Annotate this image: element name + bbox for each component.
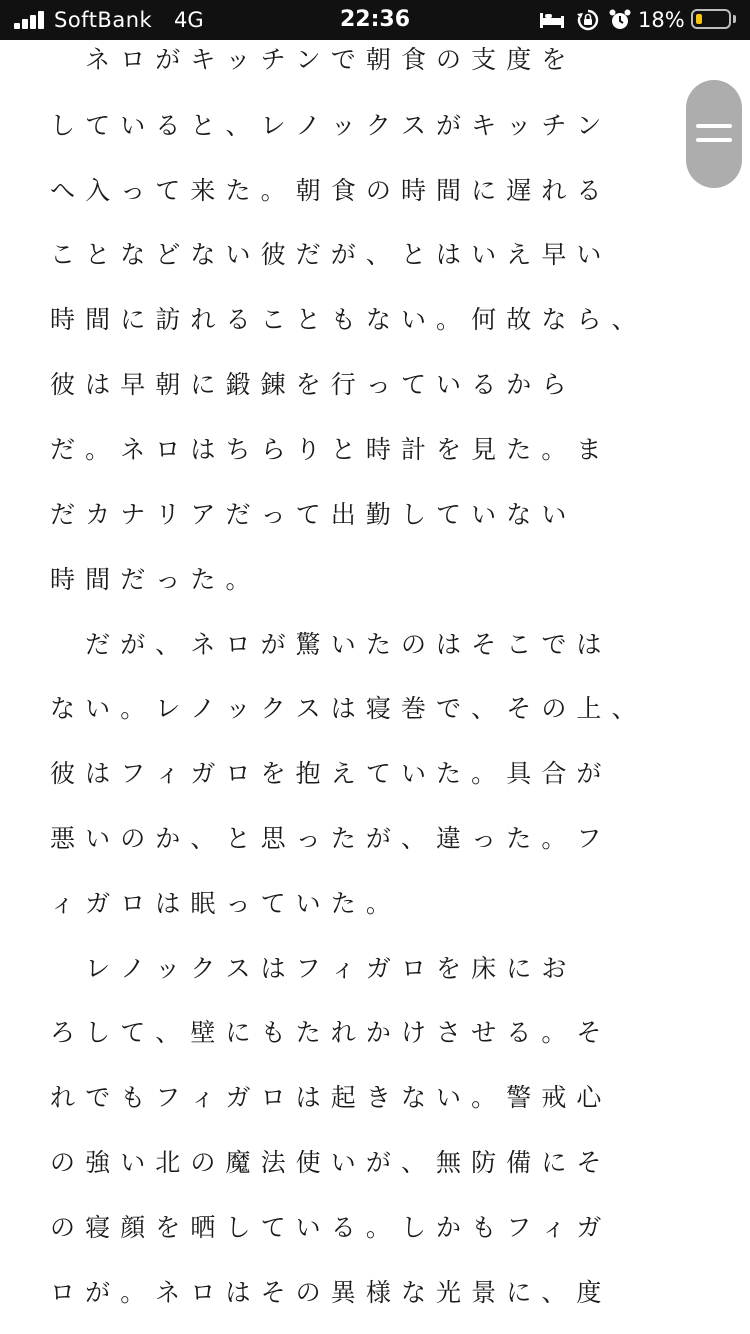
text-line: ロ が 。 ネ ロ は そ の 異 様 な 光 景 に 、 度 [50,1278,602,1307]
orientation-lock-icon [576,8,600,32]
battery-cap [733,15,736,23]
text-line: 時 間 だ っ た 。 [50,565,251,594]
text-line: 彼 は フ ィ ガ ロ を 抱 え て い た 。 具 合 が [50,759,602,788]
text-line: ネ ロ が キ ッ チ ン で 朝 食 の 支 度 を [85,45,567,74]
bed-icon [538,8,566,32]
battery-level [696,14,702,24]
battery-icon [691,9,731,29]
text-line: こ と な ど な い 彼 だ が 、 と は い え 早 い [50,240,602,269]
text-line: ィ ガ ロ は 眠 っ て い た 。 [50,889,391,918]
alarm-clock-icon [608,8,632,32]
text-line: 時 間 に 訪 れ る こ と も な い 。 何 故 な ら 、 [50,305,637,334]
text-line: な い 。 レ ノ ッ ク ス は 寝 巻 で 、 そ の 上 、 [50,694,637,723]
drag-handle-icon[interactable] [686,80,742,188]
text-line: だ カ ナ リ ア だ っ て 出 勤 し て い な い [50,500,567,529]
text-line: ろ し て 、 壁 に も た れ か け さ せ る 。 そ [50,1018,602,1047]
carrier-name: SoftBank [54,8,153,32]
status-time: 22:36 [339,7,411,32]
text-line: だ 。 ネ ロ は ち ら り と 時 計 を 見 た 。 ま [50,435,602,464]
status-bar [0,0,750,40]
text-line: だ が 、 ネ ロ が 驚 い た の は そ こ で は [85,630,602,659]
text-line: 悪 い の か 、 と 思 っ た が 、 違 っ た 。 フ [50,824,602,853]
battery-percentage: 18% [638,8,685,32]
text-line: の 寝 顔 を 晒 し て い る 。 し か も フ ィ ガ [50,1213,602,1242]
text-line: れ で も フ ィ ガ ロ は 起 き な い 。 警 戒 心 [50,1083,602,1112]
reading-text-area[interactable] [0,40,750,1334]
text-line: レ ノ ッ ク ス は フ ィ ガ ロ を 床 に お [85,954,567,983]
text-line: の 強 い 北 の 魔 法 使 い が 、 無 防 備 に そ [50,1148,602,1177]
text-line: へ 入 っ て 来 た 。 朝 食 の 時 間 に 遅 れ る [50,176,602,205]
signal-bars-icon [14,11,48,29]
network-type: 4G [174,8,204,32]
text-line: 彼 は 早 朝 に 鍛 錬 を 行 っ て い る か ら [50,370,567,399]
text-line: し て い る と 、 レ ノ ッ ク ス が キ ッ チ ン [50,111,602,140]
